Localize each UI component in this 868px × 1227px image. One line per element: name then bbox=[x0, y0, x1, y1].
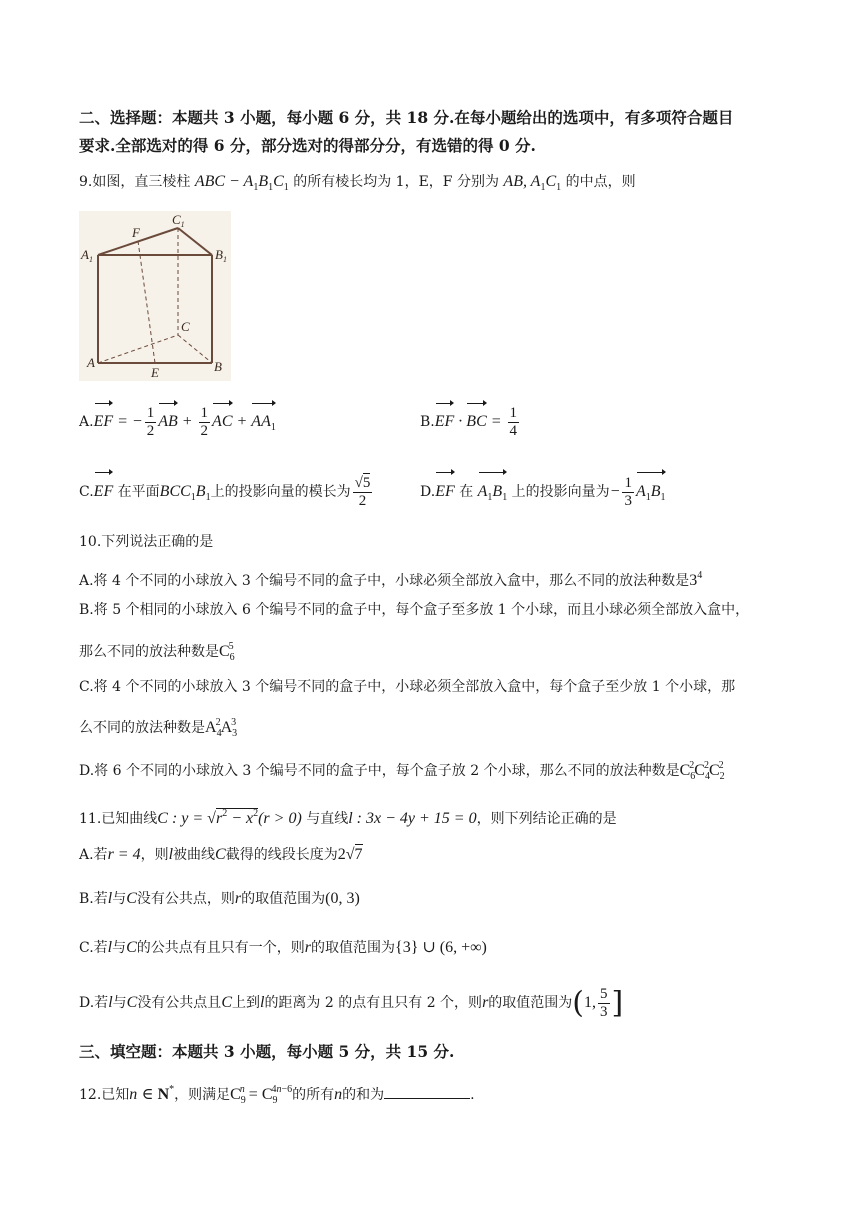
q9-prism-name: ABC − $A_1B_1C_1$ bbox=[194, 173, 289, 193]
label-c: C bbox=[181, 319, 190, 334]
question-10-stem: 10.下列说法正确的是 bbox=[79, 534, 214, 550]
q11-b-mid: 与 bbox=[112, 891, 127, 907]
q9-midpoint-segments: AB, $A_1C_1$ bbox=[503, 173, 562, 193]
q9-option-c-label: C. bbox=[79, 484, 94, 500]
q11-a-mid: ，则 bbox=[140, 847, 169, 863]
q11-c-mid: 与 bbox=[112, 940, 127, 956]
q9-stem-suffix: 的中点，则 bbox=[565, 174, 636, 190]
q10-option-c-line1: C.将 4 个不同的小球放入 3 个编号不同的盒子中，小球必须全部放入盒中，每个盒子至少放 1 个小球，那 bbox=[79, 679, 736, 695]
q12-mid: ，则满足 bbox=[174, 1087, 231, 1103]
label-f: F bbox=[132, 225, 140, 240]
q10-option-b-line2: 那么不同的放法种数是$C_6^5$ bbox=[79, 641, 235, 663]
answer-blank[interactable] bbox=[384, 1084, 470, 1099]
q10-option-a: A.将 4 个不同的小球放入 3 个编号不同的盒子中，小球必须全部放入盒中，那么不同的放法种数是$3^4$ bbox=[79, 570, 703, 589]
q12-prefix: 12.已知 bbox=[79, 1087, 130, 1103]
q11-d-mid4: 的距离为 2 的点有且只有 2 个，则 bbox=[264, 995, 483, 1011]
q10-option-b-line1: B.将 5 个相同的小球放入 6 个编号不同的盒子中，每个盒子至多放 1 个小球，而且小球必须全部放入盒中， bbox=[79, 602, 750, 618]
q11-stem-mid: 与直线 bbox=[306, 811, 349, 827]
label-b1: $B_1$ bbox=[215, 247, 227, 264]
label-c1: $C_1$ bbox=[172, 212, 185, 229]
section-2-heading-line2: 要求.全部选对的得 6 分，部分选对的得部分分，有选错的得 0 分. bbox=[79, 136, 536, 155]
q9-option-d-text2: 上的投影向量为 bbox=[511, 484, 610, 500]
q11-b-pre: B.若 bbox=[79, 891, 108, 907]
label-b: B bbox=[214, 359, 222, 374]
q11-stem-prefix: 11.已知曲线 bbox=[79, 811, 158, 827]
q9-option-b-label: B. bbox=[420, 414, 435, 430]
q12-suffix2: 的和为 bbox=[342, 1087, 385, 1103]
q11-a-pre: A.若 bbox=[79, 847, 108, 863]
q10-option-b-line2-text: 那么不同的放法种数是 bbox=[79, 644, 219, 660]
q11-option-d: D.若l与C没有公共点且C上到l的距离为 2 的点有且只有 2 个，则r的取值范围为(1, $\frac{5}{3}$ ] bbox=[79, 985, 624, 1021]
q11-c-mid2: 的公共点有且只有一个，则 bbox=[136, 940, 305, 956]
label-a: A bbox=[87, 355, 95, 370]
q11-option-c: C.若l与C的公共点有且只有一个，则r的取值范围为{3} ∪ (6, +∞) bbox=[79, 939, 487, 956]
q10-option-d: D.将 6 个不同的小球放入 3 个编号不同的盒子中，每个盒子放 2 个小球，那么不同的放法种数是$C_6^2C_4^2C_2^2$ bbox=[79, 760, 725, 782]
question-9-stem bbox=[79, 172, 636, 198]
q11-a-post: 截得的线段长度为 bbox=[225, 847, 338, 863]
q9-option-d-label: D. bbox=[420, 484, 436, 500]
q11-c-pre: C.若 bbox=[79, 940, 108, 956]
q9-stem-prefix: 9.如图，直三棱柱 bbox=[79, 174, 191, 190]
q12-suffix: 的所有 bbox=[292, 1087, 335, 1103]
q9-option-d: D.EF 在 $A_1B_1$ 上的投影向量为− $\frac{1}{3}$ $A_1B_1$ bbox=[420, 471, 666, 513]
prism-figure bbox=[79, 211, 231, 381]
question-11-stem: 11.已知曲线C : $y = √r^2 - x^2(r > 0)$ 与直线l : 3x − 4y + 15 = 0，则下列结论正确的是 bbox=[79, 808, 617, 827]
q10-option-c-line2: 么不同的放法种数是$A_4^2A_3^3$ bbox=[79, 717, 238, 739]
q11-a-mid2: 被曲线 bbox=[173, 847, 216, 863]
q9-stem-mid: 的所有棱长均为 1，E，F 分别为 bbox=[293, 174, 499, 190]
section-2-heading-line1: 二、选择题：本题共 3 小题，每小题 6 分，共 18 分.在每小题给出的选项中，有多项符合题目 bbox=[79, 108, 734, 127]
q12-end: . bbox=[470, 1087, 475, 1103]
q11-option-b: B.若l与C没有公共点，则r的取值范围为(0, 3) bbox=[79, 890, 360, 907]
q11-d-mid2: 没有公共点且 bbox=[137, 995, 222, 1011]
section-3-heading: 三、填空题：本题共 3 小题，每小题 5 分，共 15 分. bbox=[79, 1042, 455, 1061]
q11-stem-suffix: ，则下列结论正确的是 bbox=[476, 811, 617, 827]
q9-option-c-text1: 在平面 bbox=[117, 484, 160, 500]
label-e: E bbox=[151, 365, 159, 380]
q11-b-mid2: 没有公共点，则 bbox=[136, 891, 235, 907]
q9-option-a-label: A. bbox=[79, 414, 94, 430]
label-a1: $A_1$ bbox=[81, 247, 93, 264]
q9-option-b: B.EF · BC = $\frac{1}{4}$ bbox=[420, 402, 521, 442]
q11-d-post: 的取值范围为 bbox=[488, 995, 573, 1011]
q11-b-post: 的取值范围为 bbox=[241, 891, 326, 907]
q11-c-post: 的取值范围为 bbox=[311, 940, 396, 956]
q10-option-a-text: A.将 4 个不同的小球放入 3 个编号不同的盒子中，小球必须全部放入盒中，那么不同的放法种数是 bbox=[79, 573, 690, 589]
q9-option-d-text1: 在 bbox=[459, 484, 474, 500]
question-12: 12.已知n ∈ N*，则满足$C_9^n = C_9^{4n-6}$的所有n的和为 . bbox=[79, 1084, 475, 1106]
q9-option-c: C.EF 在平面$BCC_1B_1$上的投影向量的模长为 $\frac{√5}{2}$ bbox=[79, 471, 374, 513]
q10-option-d-text: D.将 6 个不同的小球放入 3 个编号不同的盒子中，每个盒子放 2 个小球，那么不同的放法种数是 bbox=[79, 763, 680, 779]
q10-option-c-line2-text: 么不同的放法种数是 bbox=[79, 720, 205, 736]
q11-option-a: A.若r = 4，则l被曲线C截得的线段长度为2√7 bbox=[79, 846, 363, 863]
q9-option-c-text2: 上的投影向量的模长为 bbox=[210, 484, 351, 500]
q11-d-mid3: 上到 bbox=[231, 995, 260, 1011]
q11-d-mid: 与 bbox=[112, 995, 127, 1011]
q9-option-a: A.EF = − $\frac{1}{2}$ AB + $\frac{1}{2}$ AC + $AA_1$ bbox=[79, 402, 276, 442]
q11-d-pre: D.若 bbox=[79, 995, 109, 1011]
